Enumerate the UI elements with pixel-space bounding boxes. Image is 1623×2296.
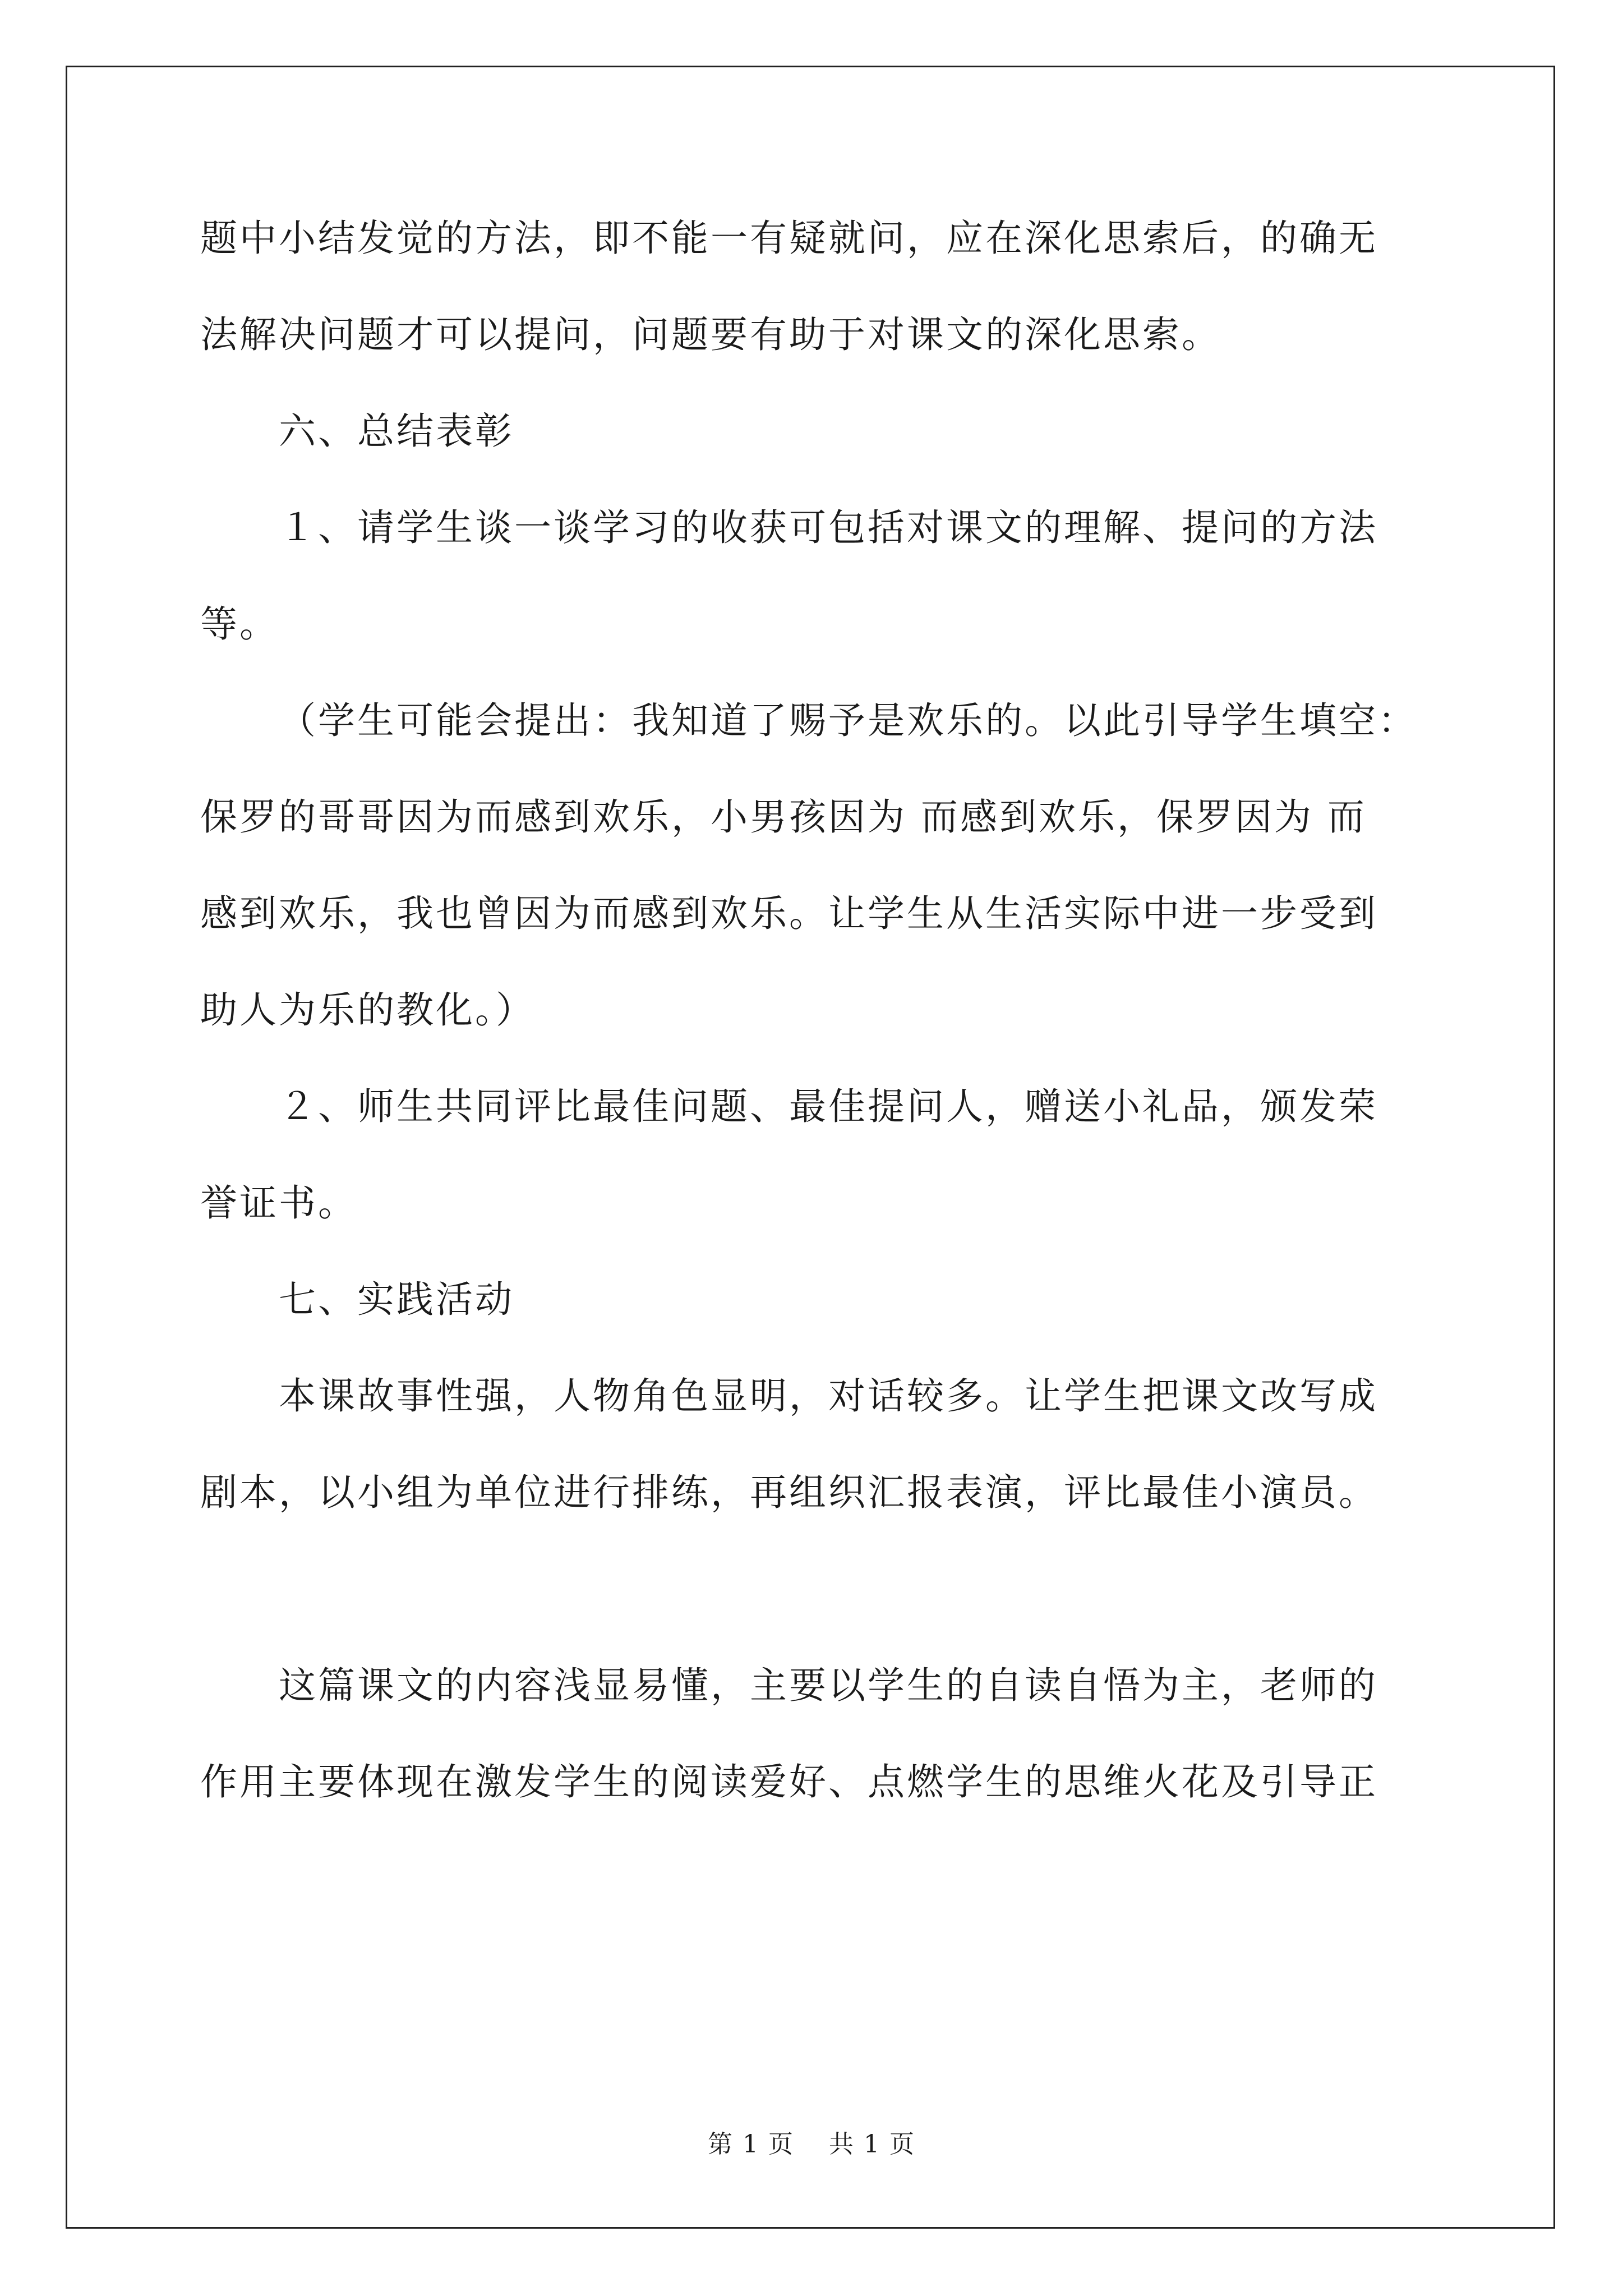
page-footer: 第 1 页 共 1 页 xyxy=(708,2130,915,2159)
text-line: ２、师生共同评比最佳问题、最佳提问人，赠送小礼品，颁发荣 xyxy=(279,1085,1378,1128)
section-heading: 六、总结表彰 xyxy=(279,409,514,453)
text-line: 题中小结发觉的方法，即不能一有疑就问，应在深化思索后，的确无 xyxy=(200,217,1378,260)
text-line: １、请学生谈一谈学习的收获可包括对课文的理解、提问的方法 xyxy=(279,506,1378,549)
text-line: 等。 xyxy=(200,602,279,646)
text-line: 法解决问题才可以提问，问题要有助于对课文的深化思索。 xyxy=(200,313,1221,356)
text-line: 感到欢乐，我也曾因为而感到欢乐。让学生从生活实际中进一步受到 xyxy=(200,892,1378,935)
section-heading: 七、实践活动 xyxy=(279,1278,514,1321)
text-line: 誉证书。 xyxy=(200,1181,357,1225)
page-border xyxy=(66,66,1555,2229)
text-line: （学生可能会提出：我知道了赐予是欢乐的。以此引导学生填空： xyxy=(279,699,1417,742)
text-line: 本课故事性强，人物角色显明，对话较多。让学生把课文改写成 xyxy=(279,1374,1378,1418)
text-line: 这篇课文的内容浅显易懂，主要以学生的自读自悟为主，老师的 xyxy=(279,1664,1378,1707)
text-line: 剧本，以小组为单位进行排练，再组织汇报表演，评比最佳小演员。 xyxy=(200,1471,1378,1514)
text-line: 助人为乐的教化。） xyxy=(200,988,535,1032)
text-line: 保罗的哥哥因为而感到欢乐，小男孩因为 而感到欢乐，保罗因为 而 xyxy=(200,795,1367,839)
text-line: 作用主要体现在激发学生的阅读爱好、点燃学生的思维火花及引导正 xyxy=(200,1760,1378,1803)
